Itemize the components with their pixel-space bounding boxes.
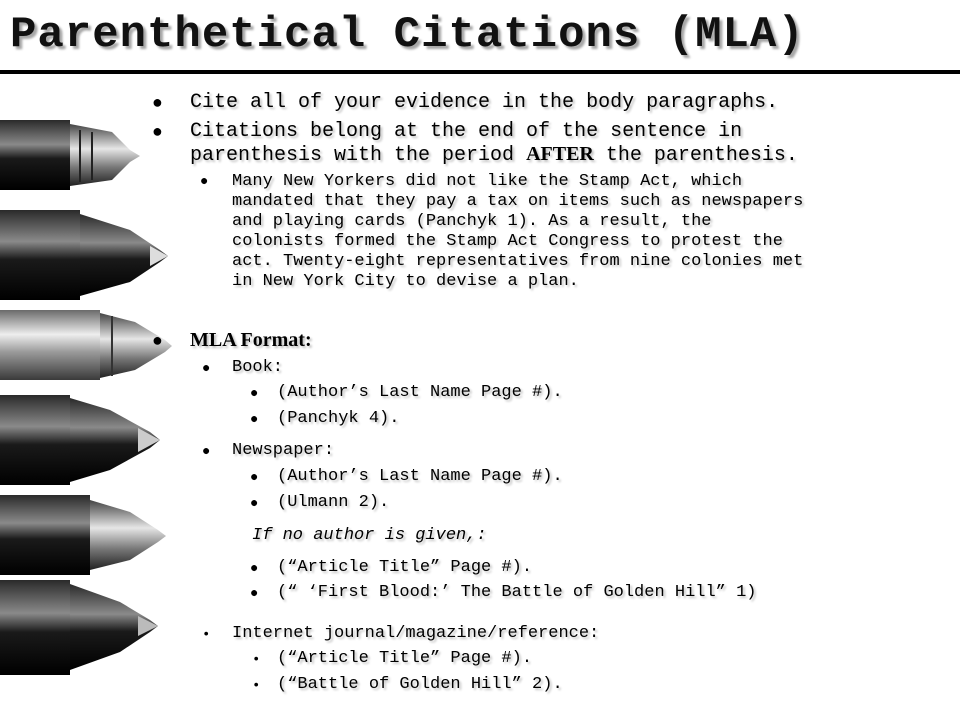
- newspaper-label: Newspaper:: [232, 441, 335, 460]
- pen-5: [0, 495, 166, 575]
- pen-2: [0, 210, 168, 300]
- title-underline: [0, 70, 960, 74]
- bullet-cite-all: Cite all of your evidence in the body paragraphs.: [190, 91, 779, 114]
- bullet-dot-icon: ●: [152, 123, 163, 143]
- internet-item: (“Battle of Golden Hill” 2).: [277, 675, 563, 694]
- mla-format-heading: MLA Format:: [190, 329, 312, 351]
- after-emphasis: AFTER: [526, 143, 594, 165]
- pen-3: [0, 310, 172, 380]
- example-line: in New York City to devise a plan.: [232, 272, 579, 291]
- book-item: (Author’s Last Name Page #).: [277, 383, 563, 402]
- slide-title: Parenthetical Citations (MLA): [10, 10, 805, 60]
- bullet-dot-icon: ●: [200, 174, 209, 190]
- book-label: Book:: [232, 358, 284, 377]
- bullet-dot-icon: ●: [250, 412, 259, 428]
- book-item: (Panchyk 4).: [277, 409, 400, 428]
- internet-label: Internet journal/magazine/reference:: [232, 624, 600, 643]
- pen-1: [0, 120, 140, 190]
- bullet-dot-icon: ●: [152, 332, 163, 352]
- newspaper-item: (Author’s Last Name Page #).: [277, 467, 563, 486]
- newspaper-item: (Ulmann 2).: [277, 493, 390, 512]
- example-line: and playing cards (Panchyk 1). As a result, the: [232, 212, 712, 231]
- no-author-item: (“ ‘First Blood:’ The Battle of Golden Hill” 1): [277, 583, 757, 602]
- bullet-citations-line1: Citations belong at the end of the sentence in: [190, 120, 743, 143]
- pen-4: [0, 395, 160, 485]
- bullet-dot-icon: •: [252, 652, 261, 668]
- pens-photo-icon: [0, 110, 190, 710]
- bullet-dot-icon: •: [202, 627, 211, 643]
- bullet-dot-icon: ●: [152, 94, 163, 114]
- bullet-dot-icon: ●: [250, 386, 259, 402]
- pen-6: [0, 580, 158, 675]
- no-author-item: (“Article Title” Page #).: [277, 558, 533, 577]
- bullet-dot-icon: ●: [202, 361, 211, 377]
- bullet-dot-icon: ●: [250, 561, 259, 577]
- bullet-dot-icon: ●: [202, 444, 211, 460]
- example-line: Many New Yorkers did not like the Stamp Act, which: [232, 172, 743, 191]
- example-line: mandated that they pay a tax on items such as newspapers: [232, 192, 804, 211]
- example-line: colonists formed the Stamp Act Congress to protest the: [232, 232, 783, 251]
- no-author-note: If no author is given,:: [252, 526, 487, 545]
- internet-item: (“Article Title” Page #).: [277, 649, 533, 668]
- bullet-dot-icon: ●: [250, 496, 259, 512]
- bullet-dot-icon: ●: [250, 470, 259, 486]
- bullet-dot-icon: ●: [250, 586, 259, 602]
- bullet-citations-line2: parenthesis with the period AFTER the parenthesis.: [190, 143, 798, 167]
- example-line: act. Twenty-eight representatives from nine colonies met: [232, 252, 804, 271]
- bullet-dot-icon: •: [252, 678, 261, 694]
